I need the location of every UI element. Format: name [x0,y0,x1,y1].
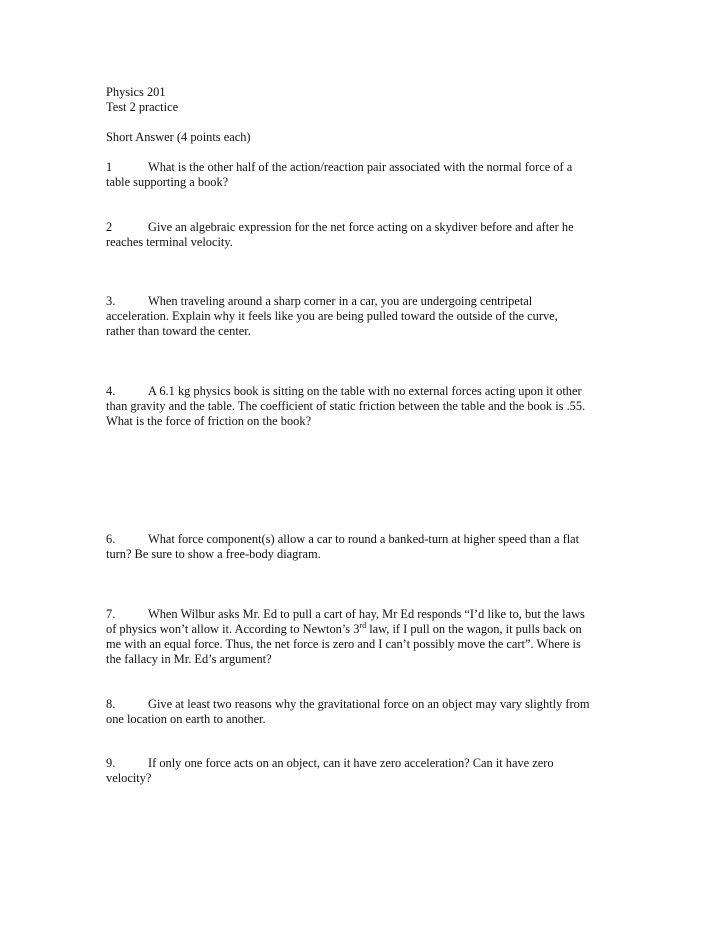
question-6 [106,532,626,562]
question-number: 4. [106,384,116,398]
question-text-line: table supporting a book? [106,175,229,189]
question-text-line: law, if I pull on the wagon, it pulls back on [366,622,582,636]
question-number: 1 [106,160,113,174]
question-number: 7. [106,607,116,621]
question-text-line: When Wilbur asks Mr. Ed to pull a cart of hay, Mr Ed responds “I’d like to, but the laws [148,607,585,621]
question-text-line: Give at least two reasons why the gravitational force on an object may vary slightly from [148,697,590,711]
course-title: Physics 201 [106,85,166,99]
question-4 [106,384,626,429]
question-number: 9. [106,756,116,770]
question-number: 2 [106,220,113,234]
question-text-line: rather than toward the center. [106,324,251,338]
question-2 [106,220,626,250]
question-text-line: me with an equal force. Thus, the net force is zero and I can’t possibly move the cart”. Where is [106,637,581,651]
question-3 [106,294,626,339]
section-heading: Short Answer (4 points each) [106,130,251,144]
question-number: 3. [106,294,116,308]
test-title: Test 2 practice [106,100,179,114]
question-text-line: acceleration. Explain why it feels like you are being pulled toward the outside of the curve, [106,309,558,323]
question-number: 6. [106,532,116,546]
question-text-line: Give an algebraic expression for the net force acting on a skydiver before and after he [148,220,574,234]
question-8 [106,697,626,727]
question-text-line: If only one force acts on an object, can it have zero acceleration? Can it have zero [148,756,554,770]
question-text-line: What is the force of friction on the book? [106,414,312,428]
question-text-line: A 6.1 kg physics book is sitting on the table with no external forces acting upon it other [148,384,582,398]
question-text-line: one location on earth to another. [106,712,266,726]
question-text-line: What is the other half of the action/reaction pair associated with the normal force of a [148,160,573,174]
question-text-line: reaches terminal velocity. [106,235,233,249]
question-text-line: velocity? [106,771,152,785]
question-text-line: the fallacy in Mr. Ed’s argument? [106,652,272,666]
question-text-line: than gravity and the table. The coefficient of static friction between the table and the book is .55. [106,399,586,413]
question-text-line: turn? Be sure to show a free-body diagram. [106,547,321,561]
question-9 [106,756,626,786]
question-1 [106,160,626,190]
question-number: 8. [106,697,116,711]
question-text-line: of physics won’t allow it. According to Newton’s 3 [106,622,360,636]
question-text-line: What force component(s) allow a car to round a banked-turn at higher speed than a flat [148,532,580,546]
ordinal-superscript: rd [359,621,367,630]
question-text-line: When traveling around a sharp corner in a car, you are undergoing centripetal [148,294,533,308]
question-7 [106,607,626,667]
